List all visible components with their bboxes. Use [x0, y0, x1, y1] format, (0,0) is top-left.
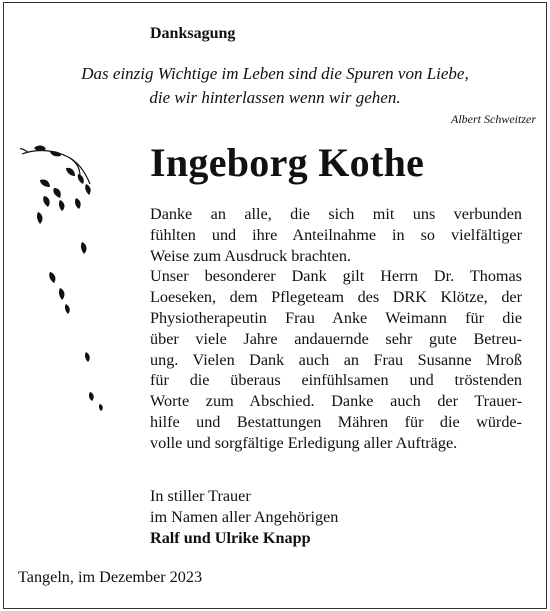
thanks-line: ung. Vielen Dank auch an Frau Susanne Mroß [150, 350, 522, 369]
thanks-line: Weise zum Ausdruck brachten. [150, 246, 351, 265]
quote [0, 62, 550, 110]
quote-author: Albert Schweitzer [451, 112, 536, 126]
thanks-line: für die überaus einfühlsamen und tröstenden [150, 371, 522, 390]
thanks-line: Worte zum Abschied. Danke auch der Trauer- [150, 392, 522, 411]
notice-heading: Danksagung [150, 25, 236, 42]
signature-line: In stiller Trauer [150, 487, 251, 505]
falling-leaves-branch-icon [20, 140, 120, 420]
quote-line: Das einzig Wichtige im Leben sind die Spuren von Liebe, [81, 64, 469, 83]
signer-names: Ralf und Ulrike Knapp [150, 529, 311, 547]
thanks-line: Physiotherapeutin Frau Anke Weimann für die [150, 308, 522, 327]
place-date: Tangeln, im Dezember 2023 [18, 568, 203, 586]
signature-block [150, 486, 338, 549]
thanks-line: Danke an alle, die sich mit uns verbunden [150, 205, 522, 223]
quote-line: die wir hinterlassen wenn wir gehen. [149, 88, 401, 107]
thanks-line: fühlten und ihre Anteilnahme in so vielfältiger [150, 225, 522, 244]
deceased-name: Ingeborg Kothe [150, 140, 425, 185]
thanks-line: Unser besonderer Dank gilt Herrn Dr. Thomas [150, 267, 522, 286]
thanks-line: hilfe und Bestattungen Mähren für die würde- [150, 412, 522, 431]
thanks-line: über viele Jahre andauernde sehr gute Betreu- [150, 329, 522, 348]
signature-line: im Namen aller Angehörigen [150, 508, 339, 526]
thanks-text [150, 204, 522, 454]
thanks-line: Loeseken, dem Pflegeteam des DRK Klötze, der [150, 288, 522, 307]
thanks-line: volle und sorgfältige Erledigung aller Aufträge. [150, 433, 458, 452]
